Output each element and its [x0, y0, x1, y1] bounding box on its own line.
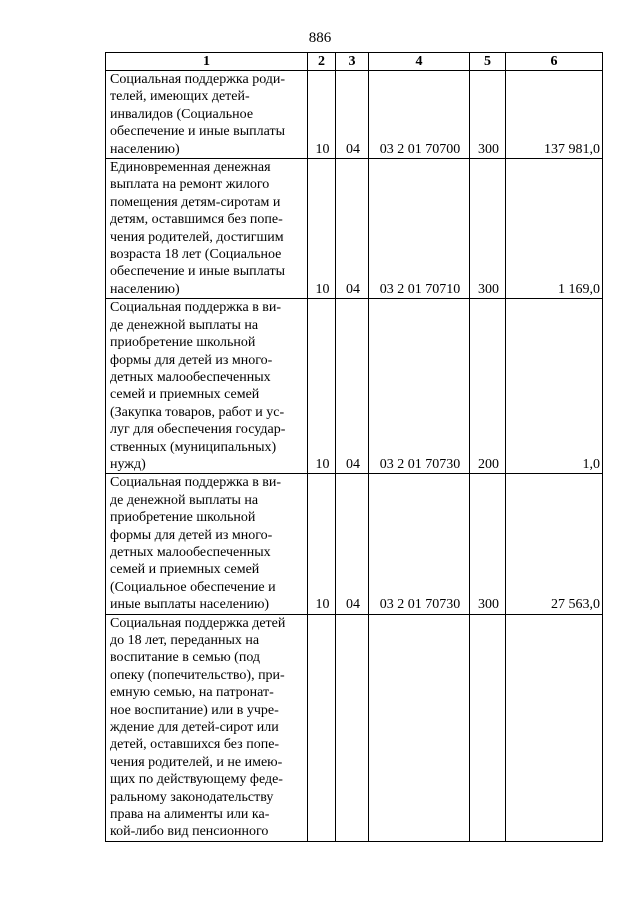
- description-line: (Социальное обеспечение и: [110, 579, 276, 595]
- row-description: [106, 71, 308, 159]
- description-line: Социальная поддержка в ви-: [110, 300, 282, 316]
- description-line: (Закупка товаров, работ и ус-: [110, 404, 285, 420]
- row-subsection-code: 04: [336, 474, 369, 614]
- description-line: ное воспитание) или в учре-: [110, 702, 279, 718]
- row-subsection-code: [336, 614, 369, 841]
- description-line: иные выплаты населению): [110, 597, 270, 613]
- description-line: детей, оставшихся без попе-: [110, 737, 280, 753]
- row-amount: 27 563,0: [506, 474, 603, 614]
- page-number: 886: [308, 30, 332, 46]
- description-line: луг для обеспечения государ-: [110, 422, 286, 438]
- description-line: Социальная поддержка в ви-: [110, 475, 282, 491]
- row-target-article: 03 2 01 70700: [369, 71, 470, 159]
- description-line: выплата на ремонт жилого: [110, 177, 270, 193]
- description-line: инвалидов (Социальное: [110, 106, 254, 122]
- description-line: детных малообеспеченных: [110, 369, 271, 385]
- description-line: до 18 лет, переданных на: [110, 633, 260, 648]
- row-section-code: 10: [308, 474, 336, 614]
- header-col-3: 3: [336, 53, 369, 71]
- table-row: [106, 614, 603, 841]
- description-line: емную семью, на патронат-: [110, 685, 274, 701]
- header-col-6: 6: [506, 53, 603, 71]
- description-line: де денежной выплаты на: [110, 492, 259, 508]
- description-line: де денежной выплаты на: [110, 317, 259, 333]
- description-line: населению): [110, 281, 180, 297]
- description-line: опеку (попечительство), при-: [110, 667, 285, 683]
- description-line: ственных (муниципальных): [110, 439, 277, 455]
- header-col-1: 1: [106, 53, 308, 71]
- description-line: обеспечение и иные выплаты: [110, 264, 285, 280]
- description-line: ждение для детей-сирот или: [110, 720, 279, 736]
- table-row: [106, 474, 603, 614]
- row-section-code: [308, 614, 336, 841]
- row-expense-type: 300: [470, 159, 506, 299]
- description-line: детных малообеспеченных: [110, 544, 271, 560]
- row-amount: 1 169,0: [506, 159, 603, 299]
- description-line: приобретение школьной: [110, 510, 256, 526]
- description-line: приобретение школьной: [110, 335, 256, 351]
- description-line: возраста 18 лет (Социальное: [110, 247, 282, 263]
- description-line: Единовременная денежная: [110, 160, 271, 176]
- header-row: [106, 53, 603, 71]
- description-line: населению): [110, 141, 180, 157]
- description-line: нужд): [110, 456, 146, 472]
- description-line: воспитание в семью (под: [110, 650, 261, 666]
- description-line: Социальная поддержка роди-: [110, 72, 286, 87]
- table-row: [106, 299, 603, 474]
- description-line: кой-либо вид пенсионного: [110, 824, 269, 840]
- description-line: семей и приемных семей: [110, 387, 260, 403]
- table-header: [106, 53, 603, 71]
- description-line: формы для детей из много-: [110, 352, 273, 368]
- table-row: [106, 71, 603, 159]
- row-expense-type: 300: [470, 71, 506, 159]
- row-description: [106, 474, 308, 614]
- description-line: ральному законодательству: [110, 789, 274, 805]
- row-target-article: 03 2 01 70730: [369, 474, 470, 614]
- row-subsection-code: 04: [336, 159, 369, 299]
- description-line: семей и приемных семей: [110, 562, 260, 578]
- header-col-2: 2: [308, 53, 336, 71]
- row-description: [106, 159, 308, 299]
- row-description: [106, 614, 308, 841]
- row-amount: [506, 614, 603, 841]
- description-line: чения родителей, достигшим: [110, 229, 284, 245]
- description-line: щих по действующему феде-: [110, 772, 283, 788]
- description-line: помещения детям-сиротам и: [110, 194, 281, 210]
- row-target-article: 03 2 01 70730: [369, 299, 470, 474]
- description-line: Социальная поддержка детей: [110, 615, 286, 631]
- row-section-code: 10: [308, 299, 336, 474]
- row-subsection-code: 04: [336, 299, 369, 474]
- description-line: чения родителей, и не имею-: [110, 754, 283, 770]
- description-line: детям, оставшимся без попе-: [110, 212, 283, 228]
- table-row: [106, 159, 603, 299]
- row-expense-type: 300: [470, 474, 506, 614]
- row-expense-type: [470, 614, 506, 841]
- row-subsection-code: 04: [336, 71, 369, 159]
- budget-table: [105, 52, 603, 842]
- row-amount: 137 981,0: [506, 71, 603, 159]
- row-description: [106, 299, 308, 474]
- row-target-article: [369, 614, 470, 841]
- row-section-code: 10: [308, 159, 336, 299]
- description-line: обеспечение и иные выплаты: [110, 124, 285, 140]
- description-line: формы для детей из много-: [110, 527, 273, 543]
- row-amount: 1,0: [506, 299, 603, 474]
- table-body: [106, 71, 603, 842]
- row-expense-type: 200: [470, 299, 506, 474]
- row-target-article: 03 2 01 70710: [369, 159, 470, 299]
- row-section-code: 10: [308, 71, 336, 159]
- description-line: телей, имеющих детей-: [110, 89, 250, 105]
- header-col-5: 5: [470, 53, 506, 71]
- description-line: права на алименты или ка-: [110, 807, 270, 823]
- header-col-4: 4: [369, 53, 470, 71]
